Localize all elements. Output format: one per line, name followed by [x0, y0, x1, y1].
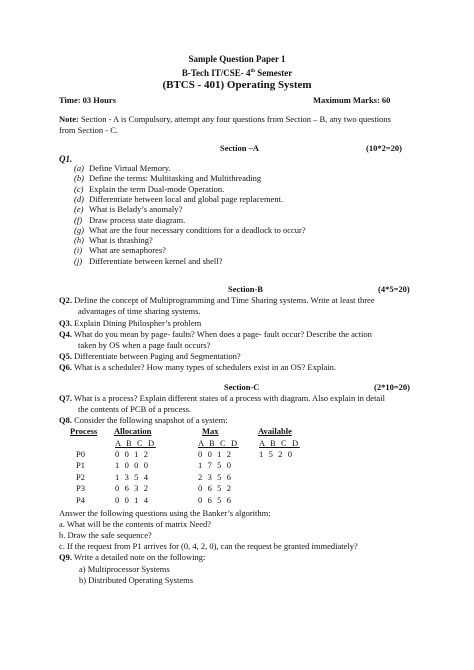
- note-line-1: [59, 115, 391, 124]
- section-b-title: Section-B: [228, 284, 263, 294]
- section-a-item-letter: (a): [74, 163, 84, 173]
- section-a-item-text: What is Belady’s anomaly?: [89, 204, 183, 215]
- section-a-item-text: What are semaphores?: [89, 245, 166, 256]
- table-cell-allocation: 1 0 0 0: [115, 460, 150, 471]
- page-title: (BTCS - 401) Operating System: [162, 79, 312, 91]
- q2-label: Q2.: [59, 295, 72, 305]
- max-marks: Maximum Marks: 60: [313, 95, 391, 105]
- section-a-item-text: Explain the term Dual-mode Operation.: [89, 183, 225, 194]
- q3-label: Q3.: [59, 318, 72, 328]
- q9-text: Write a detailed note on the following:: [73, 552, 206, 562]
- q6-text: What is a scheduler? How many types of schedulers exist in an OS? Explain.: [73, 362, 336, 372]
- section-a-title: Section –A: [220, 143, 259, 153]
- q3-text: Explain Dining Philospher’s problem: [74, 318, 202, 328]
- question-7-cont: the contents of PCB of a process.: [78, 404, 192, 414]
- table-header-process: Process: [70, 426, 98, 436]
- q8-text: Consider the following snapshot of a system:: [74, 415, 228, 425]
- table-header-allocation: Allocation: [114, 426, 152, 436]
- note-label: Note:: [59, 114, 79, 124]
- exam-duration: Time: 03 Hours: [59, 95, 116, 105]
- q9-sub-a: a) Multiprocessor Systems: [79, 564, 170, 574]
- question-3: [59, 319, 201, 328]
- question-2-cont: advantages of time sharing systems.: [78, 306, 201, 316]
- table-cell-process: P2: [76, 471, 85, 482]
- section-a-item-letter: (i): [74, 245, 83, 256]
- course-text: B-Tech IT/CSE- 4: [181, 68, 251, 78]
- allocation-subheader: A B C D: [115, 438, 156, 448]
- section-a-item-letter: (c): [74, 183, 84, 194]
- section-a-item-text: What are the four necessary conditions for a deadlock to occur?: [89, 224, 306, 235]
- table-cell-process: P0: [76, 449, 85, 459]
- q2-text: Define the concept of Multiprogramming and Time Sharing systems. Write at least three: [74, 295, 375, 305]
- table-cell-max: 0 6 5 2: [198, 483, 233, 494]
- note-line-2: from Section - C.: [59, 125, 119, 135]
- q8-sub-c: c. If the request from P1 arrives for (0, 4, 2, 0), can the request be granted immediately?: [59, 541, 358, 551]
- section-a-item-letter: (d): [74, 193, 84, 204]
- q9-sub-b: b) Distributed Operating Systems: [79, 575, 194, 585]
- table-cell-allocation: 1 3 5 4: [115, 471, 150, 482]
- section-c-title: Section-C: [224, 382, 260, 392]
- table-cell-allocation: 0 6 3 2: [115, 483, 150, 494]
- section-a-item-text: Draw process state diagram.: [89, 214, 186, 225]
- q7-label: Q7.: [59, 393, 72, 403]
- q5-text: Differentiate between Paging and Segmentation?: [74, 351, 241, 361]
- section-a-item-letter: (f): [74, 214, 83, 225]
- table-cell-available: 1 5 2 0: [259, 449, 294, 459]
- note-text: Section - A is Compulsory, attempt any four questions from Section – B, any two questions: [78, 114, 391, 124]
- question-8: [59, 416, 228, 425]
- section-a-item-text: Differentiate between local and global page replacement.: [89, 193, 284, 204]
- section-a-item-letter: (g): [74, 224, 84, 235]
- course-line: [0, 69, 474, 78]
- question-2: [59, 296, 375, 305]
- table-cell-process: P3: [76, 483, 85, 494]
- question-9: [59, 553, 205, 562]
- table-cell-max: 0 6 5 6: [198, 494, 233, 505]
- section-a-marks: (10*2=20): [366, 143, 403, 153]
- q9-label: Q9.: [59, 552, 72, 562]
- paper-label: Sample Question Paper 1: [188, 54, 286, 64]
- q5-label: Q5.: [59, 351, 72, 361]
- q4-text: What do you mean by page- faults? When does a page- fault occur? Describe the action: [73, 329, 372, 339]
- q6-label: Q6.: [59, 362, 72, 372]
- table-header-max: Max: [202, 426, 219, 436]
- table-cell-max: 0 0 1 2: [198, 449, 233, 459]
- available-subheader: A B C D: [259, 438, 300, 448]
- table-cell-process: P4: [76, 494, 85, 505]
- table-cell-allocation: 0 0 1 2: [115, 449, 150, 459]
- q7-text: What is a process? Explain different states of a process with diagram. Also explain in detail: [73, 393, 385, 403]
- question-4-cont: taken by OS when a page fault occurs?: [78, 340, 211, 350]
- section-a-item-text: Differentiate between kernel and shell?: [89, 255, 223, 266]
- q8-sub-b: b. Draw the safe sequence?: [59, 530, 152, 540]
- section-a-item-text: Define the terms: Multitasking and Multithreading: [89, 173, 262, 184]
- section-a-item-letter: (h): [74, 235, 84, 246]
- section-c-marks: (2*10=20): [374, 382, 411, 392]
- course-superscript: th: [250, 69, 255, 74]
- table-header-available: Available: [258, 426, 292, 436]
- q8-sub-a: a. What will be the contents of matrix Need?: [59, 519, 212, 529]
- table-cell-allocation: 0 0 1 4: [115, 494, 150, 505]
- question-1-label: Q1.: [59, 154, 73, 164]
- question-5: [59, 352, 241, 361]
- question-7: [59, 394, 385, 403]
- table-cell-process: P1: [76, 460, 85, 471]
- answer-intro: Answer the following questions using the Banker’s algorithm:: [59, 508, 271, 518]
- semester-text: Semester: [254, 68, 293, 78]
- question-6: [59, 363, 336, 372]
- q4-label: Q4.: [59, 329, 72, 339]
- section-a-item-letter: (b): [74, 173, 84, 184]
- section-a-item-letter: (e): [74, 204, 84, 215]
- question-4: [59, 330, 372, 339]
- section-a-item-letter: (j): [74, 255, 83, 266]
- table-cell-max: 1 7 5 0: [198, 460, 233, 471]
- section-a-item-text: Define Virtual Memory.: [89, 163, 171, 173]
- section-b-marks: (4*5=20): [378, 284, 410, 294]
- q8-label: Q8.: [59, 415, 72, 425]
- section-a-item-text: What is thrashing?: [89, 235, 153, 246]
- max-subheader: A B C D: [198, 438, 239, 448]
- table-cell-max: 2 3 5 6: [198, 471, 233, 482]
